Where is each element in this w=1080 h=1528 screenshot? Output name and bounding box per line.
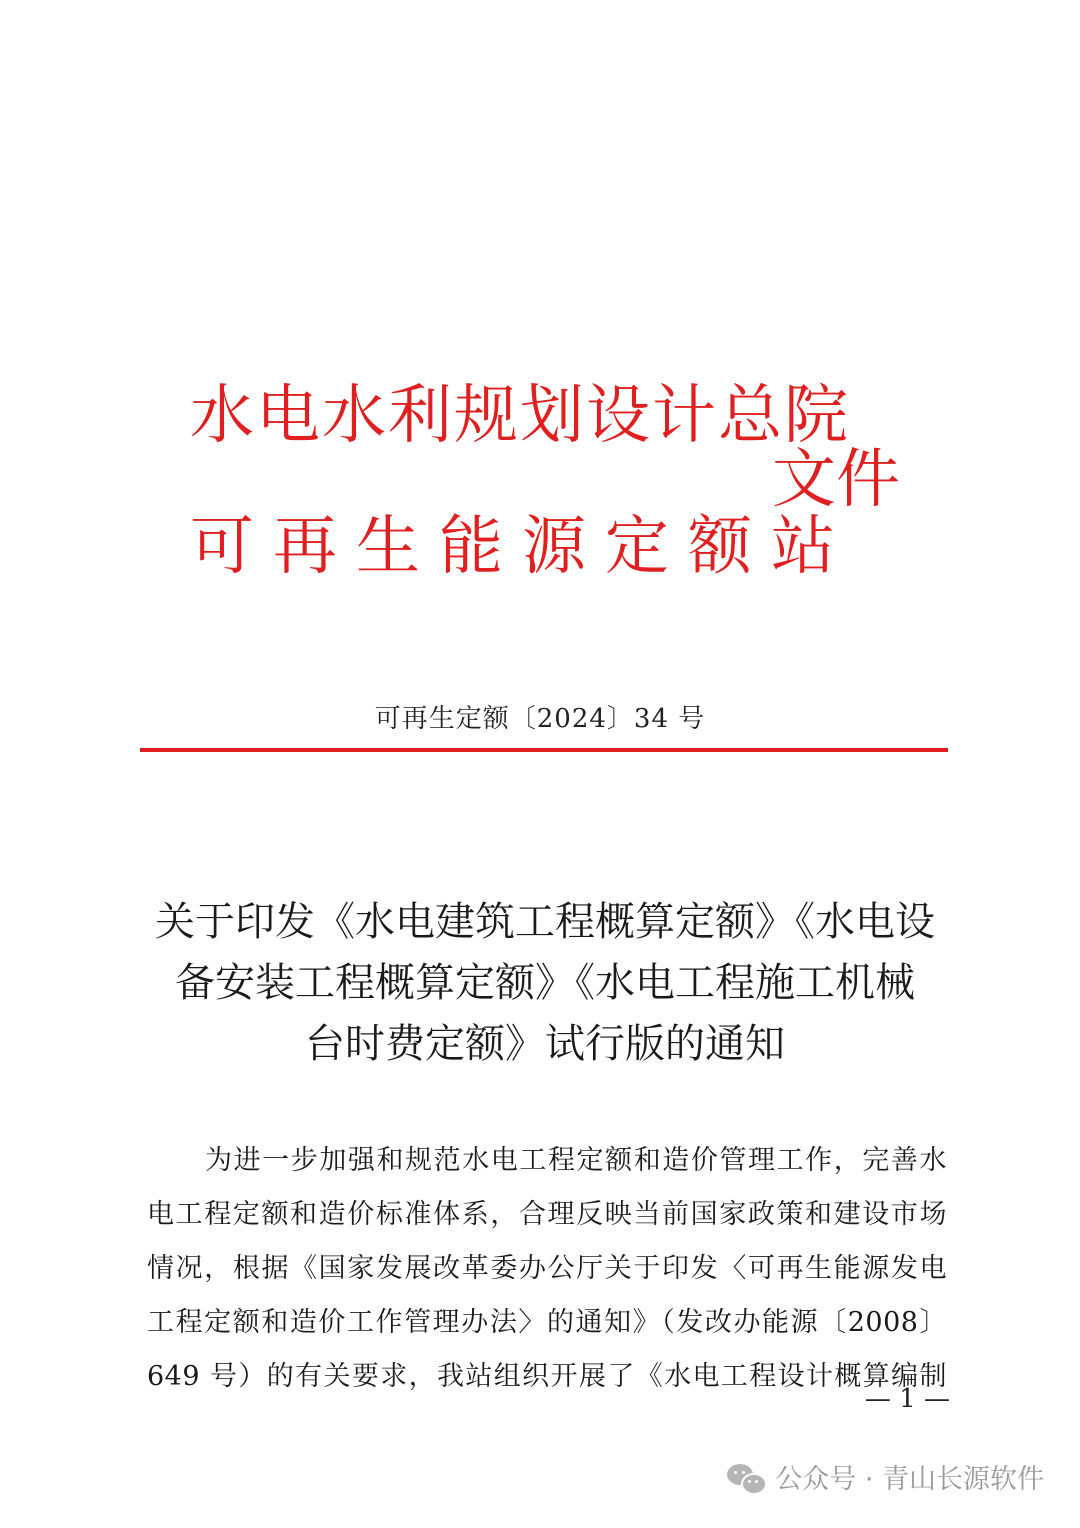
body-line: 电工程定额和造价标准体系，合理反映当前国家政策和建设市场	[147, 1199, 947, 1230]
title-line: 关于印发《水电建筑工程概算定额》《水电设	[155, 899, 935, 945]
document-number: 可再生定额〔2024〕34 号	[374, 704, 706, 734]
body-line: 649 号）的有关要求，我站组织开展了《水电工程设计概算编制	[147, 1361, 947, 1392]
document-type-label: 文件	[772, 443, 900, 517]
issuing-org-line-1: 水电水利规划设计总院	[190, 379, 850, 453]
body-line: 情况，根据《国家发展改革委办公厅关于印发〈可再生能源发电	[147, 1253, 947, 1284]
wechat-icon	[727, 1464, 765, 1494]
title-line: 备安装工程概算定额》《水电工程施工机械	[175, 960, 915, 1006]
document-title	[140, 892, 950, 1075]
account-watermark	[727, 1464, 1044, 1494]
body-paragraph	[147, 1134, 947, 1404]
page-number: — 1 —	[864, 1384, 950, 1414]
issuing-org-line-2: 可再生能源定额站	[190, 510, 854, 584]
body-line: 工程定额和造价工作管理办法〉的通知》（发改办能源〔2008〕	[147, 1307, 947, 1338]
watermark-text: 公众号 · 青山长源软件	[775, 1463, 1044, 1495]
red-divider-line	[140, 748, 948, 752]
body-line: 为进一步加强和规范水电工程定额和造价管理工作，完善水	[205, 1145, 947, 1176]
title-line: 台时费定额》试行版的通知	[305, 1021, 785, 1067]
